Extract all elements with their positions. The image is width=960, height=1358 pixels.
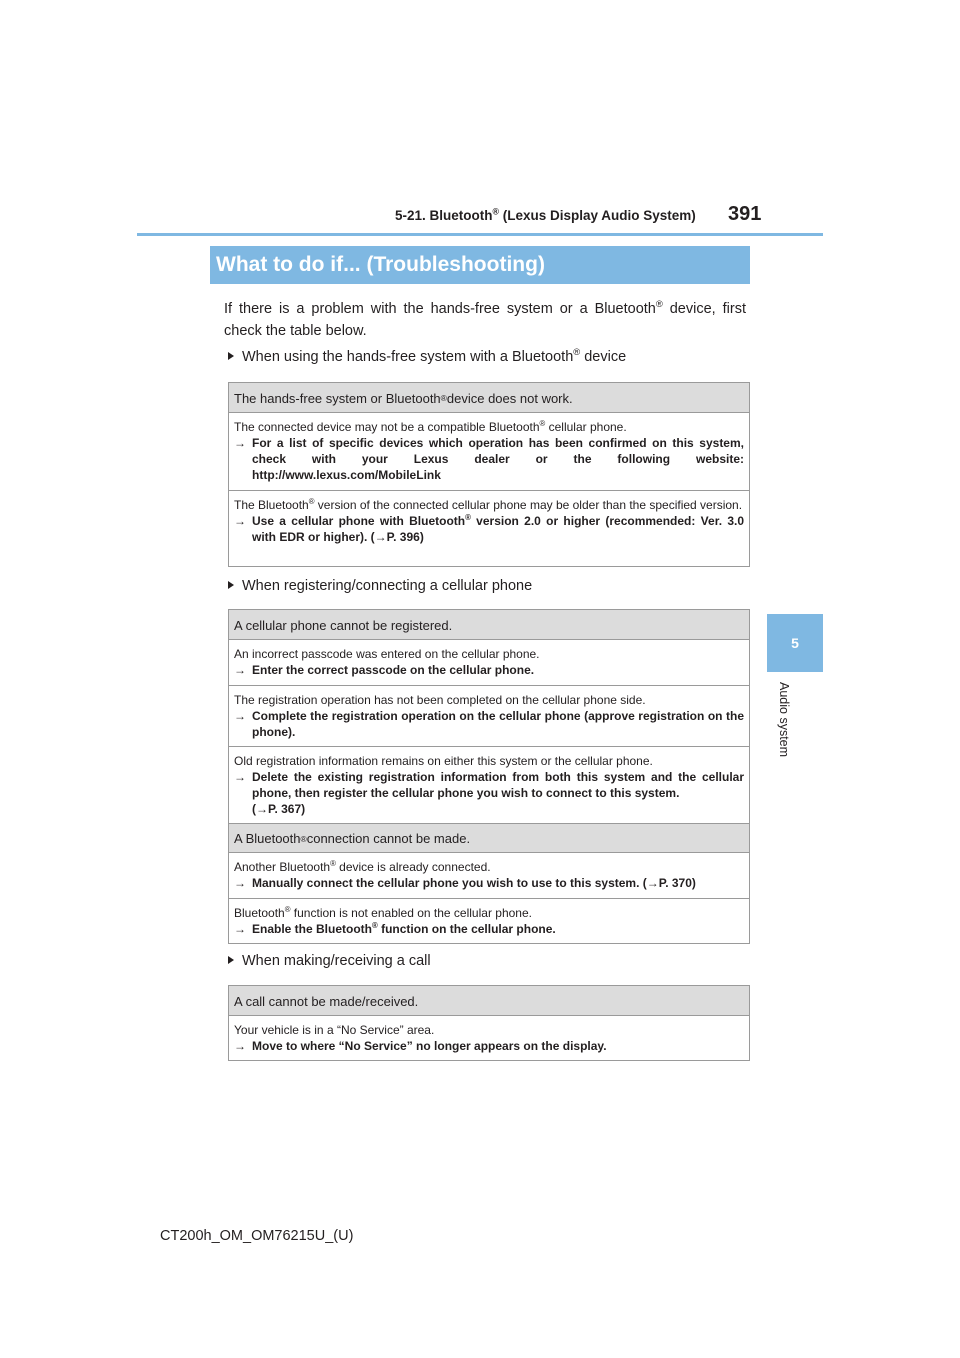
cause-text: The Bluetooth® version of the connected cellular phone may be older than the specified version.	[234, 497, 743, 512]
cause-text: An incorrect passcode was entered on the cellular phone.	[234, 647, 540, 661]
header-divider	[137, 233, 823, 236]
section-heading-handsfree: When using the hands-free system with a Bluetooth® device	[228, 349, 626, 365]
page-reference[interactable]: P. 370)	[658, 876, 696, 890]
solution-text: → Use a cellular phone with Bluetooth® version 2.0 or higher (recommended: Ver. 3.0 with EDR or higher). (→P. 396)	[234, 513, 745, 544]
arrow-icon: →	[234, 663, 246, 677]
page-title: What to do if... (Troubleshooting)	[210, 246, 750, 284]
page-reference[interactable]: P. 367)	[268, 802, 306, 816]
arrow-icon: →	[234, 770, 246, 784]
cause-text: Bluetooth® function is not enabled on the cellular phone.	[234, 905, 532, 920]
page-reference[interactable]: P. 396)	[386, 530, 424, 544]
cause-row	[229, 639, 749, 685]
cause-text: The registration operation has not been completed on the cellular phone side.	[234, 693, 646, 707]
section-title: 5-21. Bluetooth	[395, 208, 493, 223]
cause-text: Another Bluetooth® device is already connected.	[234, 859, 491, 874]
triangle-bullet-icon	[228, 352, 234, 360]
solution-text: → Move to where “No Service” no longer appears on the display.	[234, 1039, 607, 1053]
arrow-icon: →	[234, 876, 246, 890]
running-header: 5-21. Bluetooth® (Lexus Display Audio System)	[395, 206, 696, 223]
arrow-icon: →	[234, 922, 246, 936]
cause-row	[229, 1015, 749, 1060]
triangle-bullet-icon	[228, 956, 234, 964]
arrow-icon: →	[234, 1039, 246, 1053]
solution-text: → Delete the existing registration information from both this system and the cellular phone, then register the cellular phone you wish to connect to this system. (→P. 367)	[234, 770, 744, 816]
triangle-bullet-icon	[228, 581, 234, 589]
problem-row: A cellular phone cannot be registered.	[229, 610, 749, 639]
cause-text: Old registration information remains on either this system or the cellular phone.	[234, 754, 653, 768]
section-heading-registering: When registering/connecting a cellular phone	[228, 578, 532, 594]
cause-row	[229, 898, 749, 943]
cause-row	[229, 412, 749, 490]
arrow-icon: →	[234, 709, 246, 723]
solution-text: → Manually connect the cellular phone you wish to use to this system. (→P. 370)	[234, 876, 696, 890]
chapter-label: Audio system	[777, 682, 791, 758]
problem-row: A call cannot be made/received.	[229, 986, 749, 1015]
document-code: CT200h_OM_OM76215U_(U)	[160, 1228, 354, 1244]
cause-row	[229, 746, 749, 823]
problem-row: A Bluetooth ® connection cannot be made.	[229, 823, 749, 852]
troubleshoot-table-registering	[228, 609, 750, 944]
cause-row	[229, 685, 749, 746]
page-number: 391	[728, 203, 762, 225]
arrow-icon: →	[234, 514, 246, 528]
cause-text: Your vehicle is in a “No Service” area.	[234, 1023, 435, 1037]
problem-row: The hands-free system or Bluetooth ® device does not work.	[229, 383, 749, 412]
solution-text: → For a list of specific devices which operation has been confirmed on this system, check with your Lexus dealer or the following website: http://www.lexus.com/MobileLink	[234, 436, 744, 482]
chapter-tab: 5	[767, 614, 823, 672]
intro-text: If there is a problem with the hands-free system or a Bluetooth® device, first check the table below.	[224, 298, 746, 339]
section-heading-calling: When making/receiving a call	[228, 953, 431, 969]
solution-text: → Enable the Bluetooth® function on the cellular phone.	[234, 921, 556, 936]
solution-text: → Enter the correct passcode on the cellular phone.	[234, 663, 535, 677]
solution-text: → Complete the registration operation on the cellular phone (approve registration on the phone).	[234, 709, 744, 739]
cause-text: The connected device may not be a compatible Bluetooth® cellular phone.	[234, 419, 627, 434]
cause-row	[229, 490, 749, 566]
troubleshoot-table-handsfree	[228, 382, 750, 567]
arrow-icon: →	[234, 436, 246, 450]
cause-row	[229, 852, 749, 898]
troubleshoot-table-calling	[228, 985, 750, 1061]
